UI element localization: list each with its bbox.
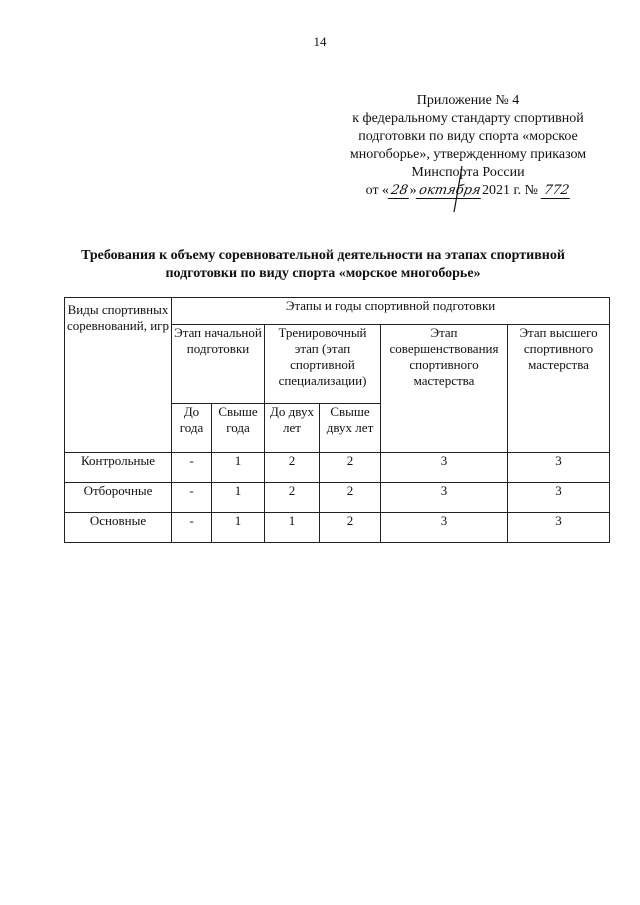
appendix-line: к федеральному стандарту спортивной <box>352 111 584 126</box>
table-cell: - <box>172 513 212 543</box>
table-row <box>65 483 610 513</box>
header-stage-initial: Этап начальной подготовки <box>172 325 265 404</box>
table-row <box>65 453 610 483</box>
date-year: 2021 г. № <box>482 183 539 198</box>
subheader-over-year: Свыше года <box>212 404 265 453</box>
competition-requirements-table <box>64 297 610 543</box>
table-cell: 2 <box>320 513 381 543</box>
table-cell: 2 <box>265 483 320 513</box>
table-cell: 3 <box>381 483 508 513</box>
subheader-over-two-years: Свыше двух лет <box>320 404 381 453</box>
page-number: 14 <box>313 34 327 49</box>
header-competition-kinds: Виды спортивных соревнований, игр <box>65 298 172 453</box>
appendix-line: многоборье», утвержденному приказом <box>349 147 587 162</box>
document-title <box>40 247 606 283</box>
table-cell: 3 <box>508 453 610 483</box>
table-cell: - <box>172 483 212 513</box>
table-cell: 3 <box>381 513 508 543</box>
row-label: Отборочные <box>65 483 172 513</box>
row-label: Основные <box>65 513 172 543</box>
row-label: Контрольные <box>65 453 172 483</box>
appendix-title: Приложение № 4 <box>416 93 520 108</box>
date-mid: » <box>409 183 417 198</box>
table-cell: 1 <box>212 453 265 483</box>
table-cell: 1 <box>212 513 265 543</box>
table-cell: 1 <box>212 483 265 513</box>
order-number-handwritten: 772 <box>540 184 571 199</box>
table-cell: 3 <box>508 483 610 513</box>
signature-stroke <box>448 164 468 214</box>
appendix-block <box>318 92 618 200</box>
table-row <box>65 513 610 543</box>
table-cell: 2 <box>265 453 320 483</box>
table-cell: - <box>172 453 212 483</box>
date-prefix: от « <box>365 183 390 198</box>
header-stage-higher: Этап высшего спортивного мастерства <box>508 325 610 453</box>
appendix-line: подготовки по виду спорта «морское <box>358 129 578 144</box>
date-month-handwritten: октября <box>415 184 483 199</box>
table-cell: 3 <box>381 453 508 483</box>
subheader-up-to-year: До года <box>172 404 212 453</box>
subheader-up-to-two-years: До двух лет <box>265 404 320 453</box>
table-cell: 2 <box>320 483 381 513</box>
header-stages: Этапы и годы спортивной подготовки <box>172 298 610 325</box>
appendix-line: Минспорта России <box>411 165 525 180</box>
table-cell: 2 <box>320 453 381 483</box>
header-stage-improvement: Этап совершенствования спортивного мастерства <box>381 325 508 453</box>
table-cell: 1 <box>265 513 320 543</box>
table-cell: 3 <box>508 513 610 543</box>
title-line-2: подготовки по виду спорта «морское многоборье» <box>165 266 481 281</box>
date-day-handwritten: 28 <box>388 184 411 199</box>
order-date-line <box>318 182 618 200</box>
title-line-1: Требования к объему соревновательной деятельности на этапах спортивной <box>81 248 565 263</box>
header-stage-training: Тренировочный этап (этап спортивной специализации) <box>265 325 381 404</box>
